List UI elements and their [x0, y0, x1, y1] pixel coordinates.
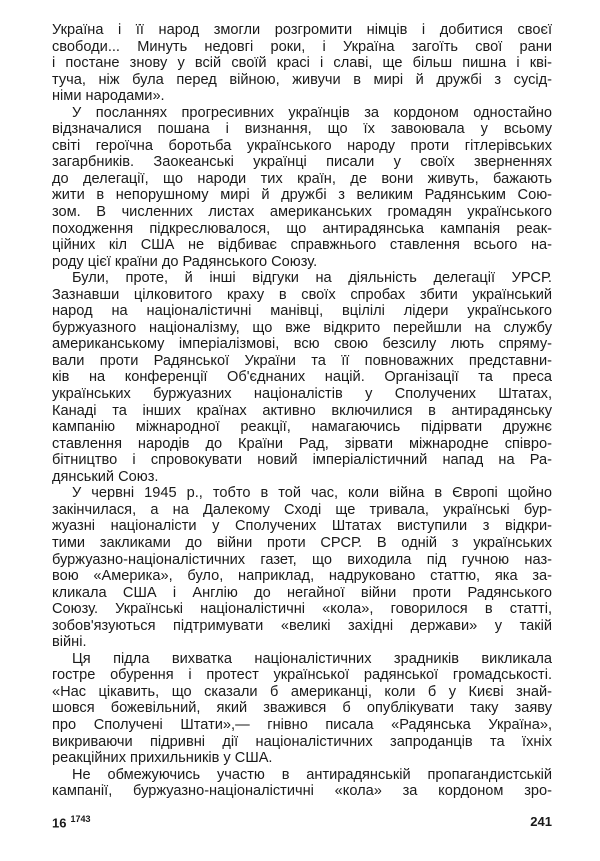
text-line: і постане знову у всій своїй красі і славі, ще більш пишна і кві-	[52, 55, 552, 72]
text-line: жуазні націоналісти у Сполучених Штатах виступили з відкри-	[52, 518, 552, 535]
paragraph	[52, 767, 552, 800]
text-line: дянський Союз.	[52, 468, 159, 485]
text-line: ків на конференції Об'єднаних націй. Організації та преса	[52, 369, 552, 386]
text-line: Канаді та інших країнах активно включилися в антирадянську	[52, 402, 552, 419]
text-line: туча, ніж була перед війною, живучи в мирі й дружбі з сусід-	[52, 71, 552, 88]
text-line: реакційних прихильників у США.	[52, 750, 273, 767]
text-line: «Нас цікавить, що сказали б американці, коли б у Києві знай-	[52, 683, 552, 700]
text-line: Ця підла вихватка націоналістичних зрадників викликала	[72, 650, 552, 667]
text-line: загарбників. Заокеанські українці писали у своїх зверненнях	[52, 154, 552, 171]
text-line: гостре обурення і протест української радянської громадськості.	[52, 667, 552, 684]
signature-code: 1743	[70, 814, 91, 824]
text-line: У посланнях прогресивних українців за кордоном одностайно	[72, 104, 552, 121]
text-line: німи народами».	[52, 88, 165, 105]
text-line: ставлення народів до Країни Рад, зірвати міжнародне співро-	[52, 435, 552, 452]
text-line: бітництво і спровокувати новий імперіалістичний напад на Ра-	[52, 452, 552, 469]
text-line: Зазнавши цілковитого краху в своїх спробах збити український	[52, 286, 552, 303]
text-line: вали проти Радянської України та її повноважних представни-	[52, 352, 552, 369]
text-line: українських буржуазних націоналістів у Сполучених Штатах,	[52, 386, 552, 403]
paragraph	[52, 270, 552, 485]
paragraph	[52, 651, 552, 767]
text-line: зом. В численних листах американських громадян українського	[52, 204, 552, 221]
text-line: жити в непорушному мирі й дружбі з великим Радянським Сою-	[52, 187, 552, 204]
text-line: тими закликами до війни проти СРСР. В одній з українських	[52, 534, 552, 551]
text-line: кликала США і Англію до негайної війни проти Радянського	[52, 584, 552, 601]
text-line: буржуазного націоналізму, що вже відкрито перейшли на службу	[52, 319, 552, 336]
text-line: народ на націоналістичні манівці, вцілілі лідери українського	[52, 303, 552, 320]
text-line: закінчилася, а на Далекому Сході ще тривала, українські бур-	[52, 501, 552, 518]
text-line: шовся божевільний, який зважився б опублікувати таку заяву	[52, 700, 552, 717]
text-line: відзначалися пошана і визнання, що їх завоювала у всьому	[52, 121, 552, 138]
text-line: про Сполучені Штати»,— гнівно писала «Радянська Україна»,	[52, 716, 552, 733]
text-line: вою «Америка», було, наприклад, надруковано статтю, яка за-	[52, 568, 552, 585]
text-line: викриваючи підривні дії націоналістичних запроданців та їхніх	[52, 733, 552, 750]
text-line: Україна і її народ змогли розгромити німців і добитися своєї	[52, 22, 552, 38]
paragraph	[52, 105, 552, 270]
page-body	[52, 22, 552, 800]
printer-signature	[52, 814, 91, 830]
page-number: 241	[530, 814, 552, 829]
text-line: походження підкреслювалося, що антирадянська кампанія реак-	[52, 220, 552, 237]
text-line: буржуазно-націоналістичних газет, що виходила під гучною наз-	[52, 551, 552, 568]
text-line: зобов'язуються підтримувати «великі західні держави» у такій	[52, 617, 552, 634]
text-line: кампанії, буржуазно-націоналістичні «кола» за кордоном зро-	[52, 783, 552, 800]
signature-number: 16	[52, 815, 67, 831]
text-line: до делегації, що народи тих країн, де вони живуть, бажають	[52, 170, 552, 187]
text-line: війні.	[52, 634, 87, 651]
text-line: Були, проте, й інші відгуки на діяльність делегації УРСР.	[72, 270, 552, 287]
text-line: свободи... Минуть недовгі роки, і Україна загоїть свої рани	[52, 38, 552, 55]
text-line: роду цієї країни до Радянського Союзу.	[52, 253, 318, 270]
text-line: У червні 1945 р., тобто в той час, коли війна в Європі щойно	[72, 485, 552, 502]
text-line: Союзу. Українські націоналістичні «кола», говорилося в статті,	[52, 601, 552, 618]
paragraph	[52, 22, 552, 105]
text-line: ційних кіл США не відбиває справжнього ставлення всього на-	[52, 237, 552, 254]
text-line: Не обмежуючись участю в антирадянській пропагандистській	[72, 766, 552, 783]
text-line: кампанію міжнародної реакції, намагаючись підірвати дружнє	[52, 419, 552, 436]
text-line: американському імперіалізмові, всю свою безсилу лють спряму-	[52, 336, 552, 353]
paragraph	[52, 485, 552, 650]
text-line: світі героїчна боротьба українського народу проти гітлерівських	[52, 137, 552, 154]
